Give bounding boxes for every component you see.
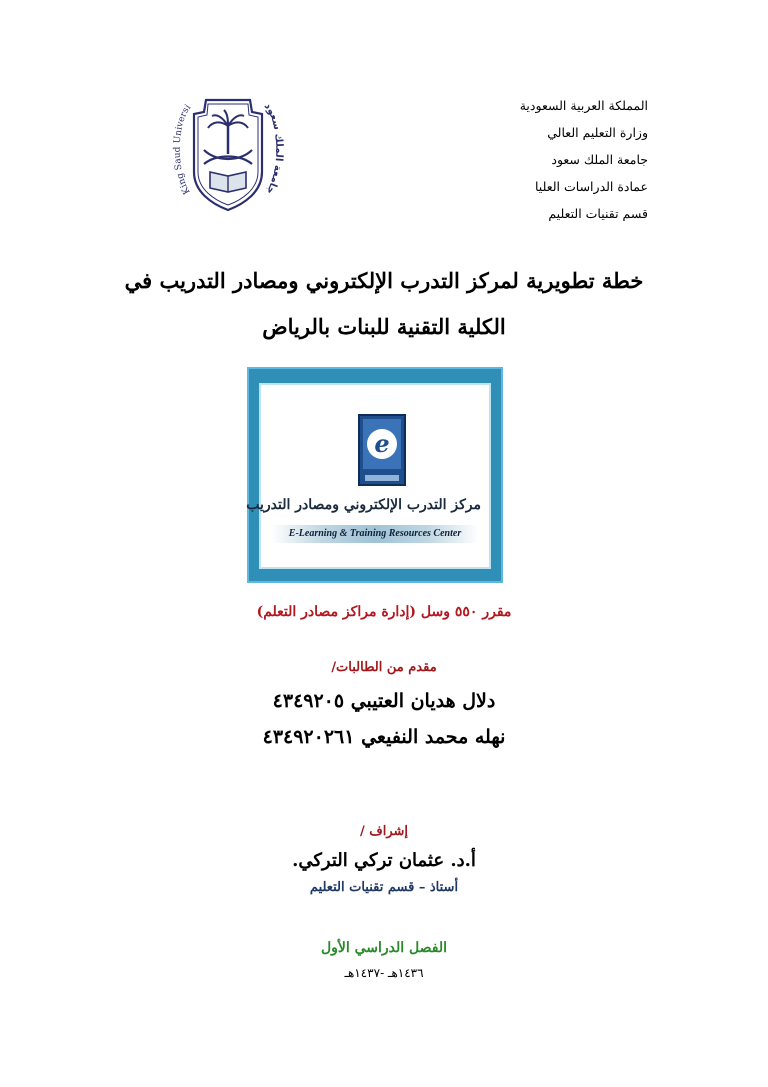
submitted-by-label: مقدم من الطالبات/ [331, 660, 437, 675]
seal-icon [168, 92, 288, 216]
header-line-ministry: وزارة التعليم العالي [547, 125, 648, 140]
supervisor-title: أستاذ – قسم تقنيات التعليم [309, 880, 459, 895]
svg-text:e: e [374, 429, 390, 458]
institution-header [388, 92, 648, 227]
elearning-logo-icon [357, 413, 407, 487]
supervision-label: إشراف / [359, 824, 409, 839]
svg-text:King Saud University 1957: King Saud Universi [172, 102, 194, 196]
document-title-line-1: خطة تطويرية لمركز التدرب الإلكتروني ومصادر التدريب في [124, 268, 644, 293]
header-line-department: قسم تقنيات التعليم [548, 206, 648, 221]
course-name: مقرر ٥٥٠ وسل (إدارة مراكز مصادر التعلم) [256, 604, 512, 620]
svg-text:جامعة الملك سعود: جامعة الملك سعود [261, 100, 285, 196]
academic-year: ١٤٣٦هـ -١٤٣٧هـ [344, 966, 424, 980]
banner-arabic-title: مركز التدرب الإلكتروني ومصادر التدريب [246, 497, 481, 513]
header-line-university: جامعة الملك سعود [551, 152, 648, 167]
elearning-center-banner [247, 367, 503, 583]
header-line-deanship: عمادة الدراسات العليا [535, 179, 648, 194]
student-name-1: دلال هديان العتيبي ٤٣٤٩٢٠٥ [272, 690, 496, 712]
header-line-country: المملكة العربية السعودية [519, 98, 648, 113]
banner-panel [246, 383, 491, 569]
student-name-2: نهله محمد النفيعي ٤٣٤٩٢٠٢٦١ [262, 726, 506, 748]
document-title-line-2: الكلية التقنية للبنات بالرياض [262, 314, 506, 339]
supervisor-name: أ.د. عثمان تركي التركي. [292, 850, 476, 871]
banner-english-title: E-Learning & Training Resources Center [271, 525, 479, 543]
semester-label: الفصل الدراسي الأول [320, 940, 448, 956]
university-seal-logo [168, 92, 288, 216]
